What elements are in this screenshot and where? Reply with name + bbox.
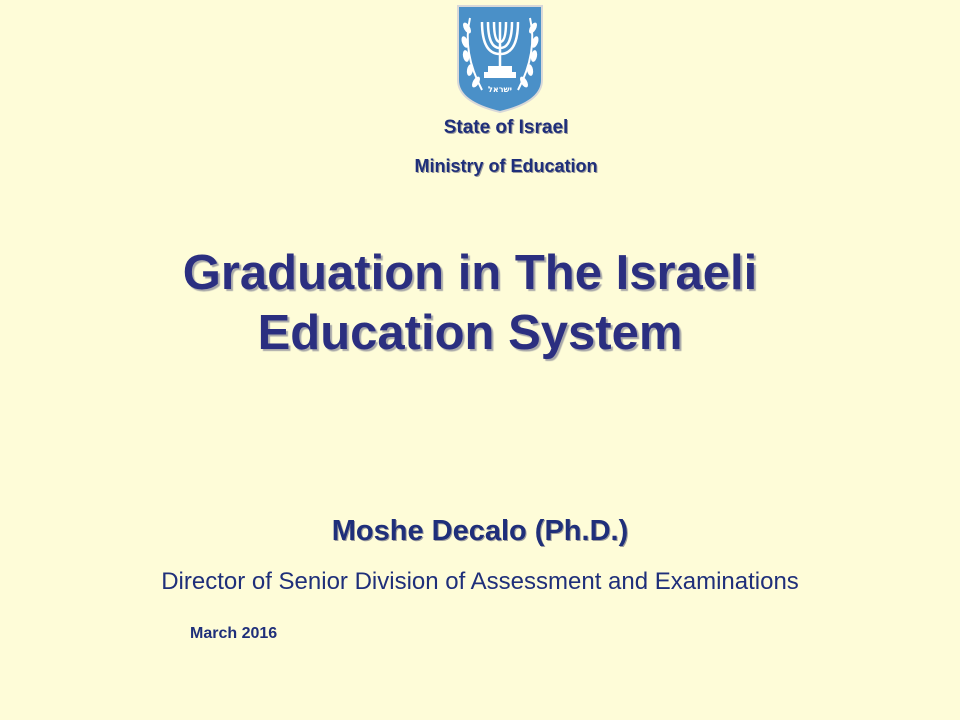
presenter-name: Moshe Decalo (Ph.D.) [331, 515, 629, 547]
slide-title-line-2: Education System [257, 306, 683, 360]
ministry-name: Ministry of Education [414, 156, 598, 176]
slide-title-line-1: Graduation in The Israeli [182, 246, 758, 300]
org-name: State of Israel [443, 117, 569, 138]
slide-title [0, 243, 940, 363]
presenter-role: Director of Senior Division of Assessment and Examinations [161, 568, 799, 595]
presentation-date: March 2016 [190, 625, 278, 642]
svg-text:ישראל: ישראל [488, 85, 512, 94]
menorah-emblem-icon [452, 2, 548, 114]
